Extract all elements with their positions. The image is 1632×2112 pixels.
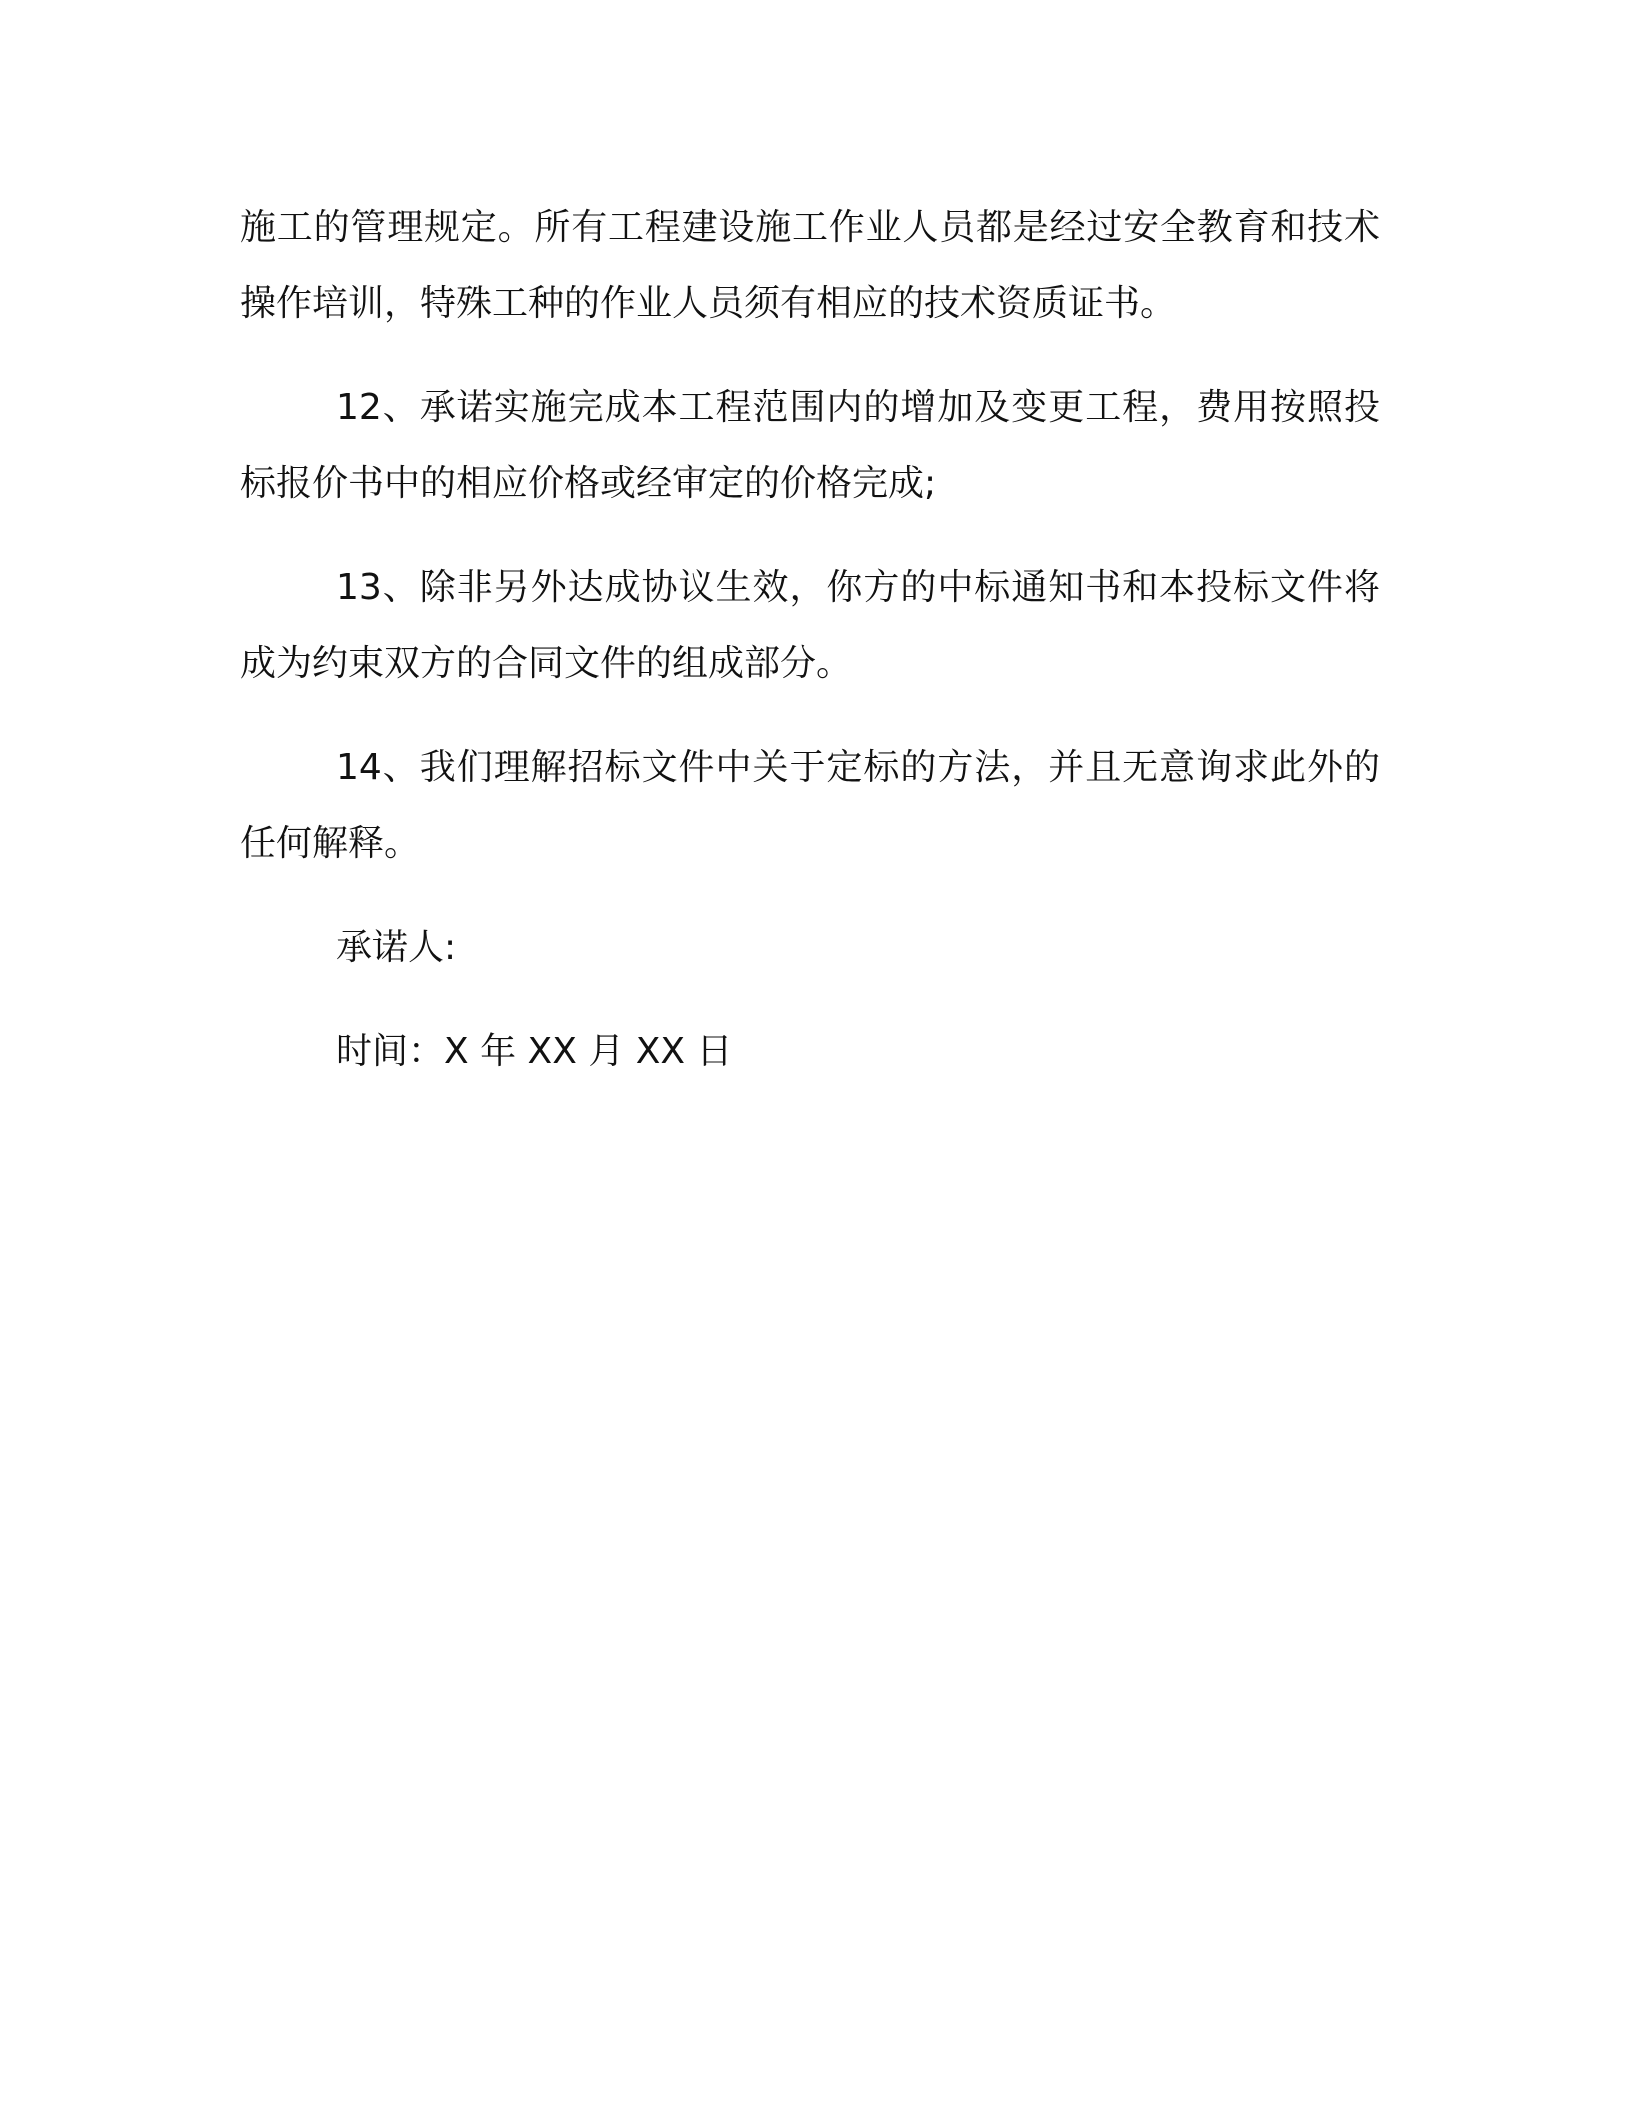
paragraph-item-14: 14、我们理解招标文件中关于定标的方法，并且无意询求此外的任何解释。	[240, 747, 1380, 864]
signer-label: 承诺人:	[336, 927, 457, 968]
paragraph-item-12: 12、承诺实施完成本工程范围内的增加及变更工程，费用按照投标报价书中的相应价格或经审定的价格完成;	[240, 387, 1380, 504]
document-body	[240, 190, 1380, 1090]
paragraph-item-13: 13、除非另外达成协议生效，你方的中标通知书和本投标文件将成为约束双方的合同文件的组成部分。	[240, 567, 1380, 684]
date-line: 时间：X 年 XX 月 XX 日	[336, 1031, 733, 1072]
paragraph-continuation: 施工的管理规定。所有工程建设施工作业人员都是经过安全教育和技术操作培训，特殊工种的作业人员须有相应的技术资质证书。	[240, 207, 1380, 324]
